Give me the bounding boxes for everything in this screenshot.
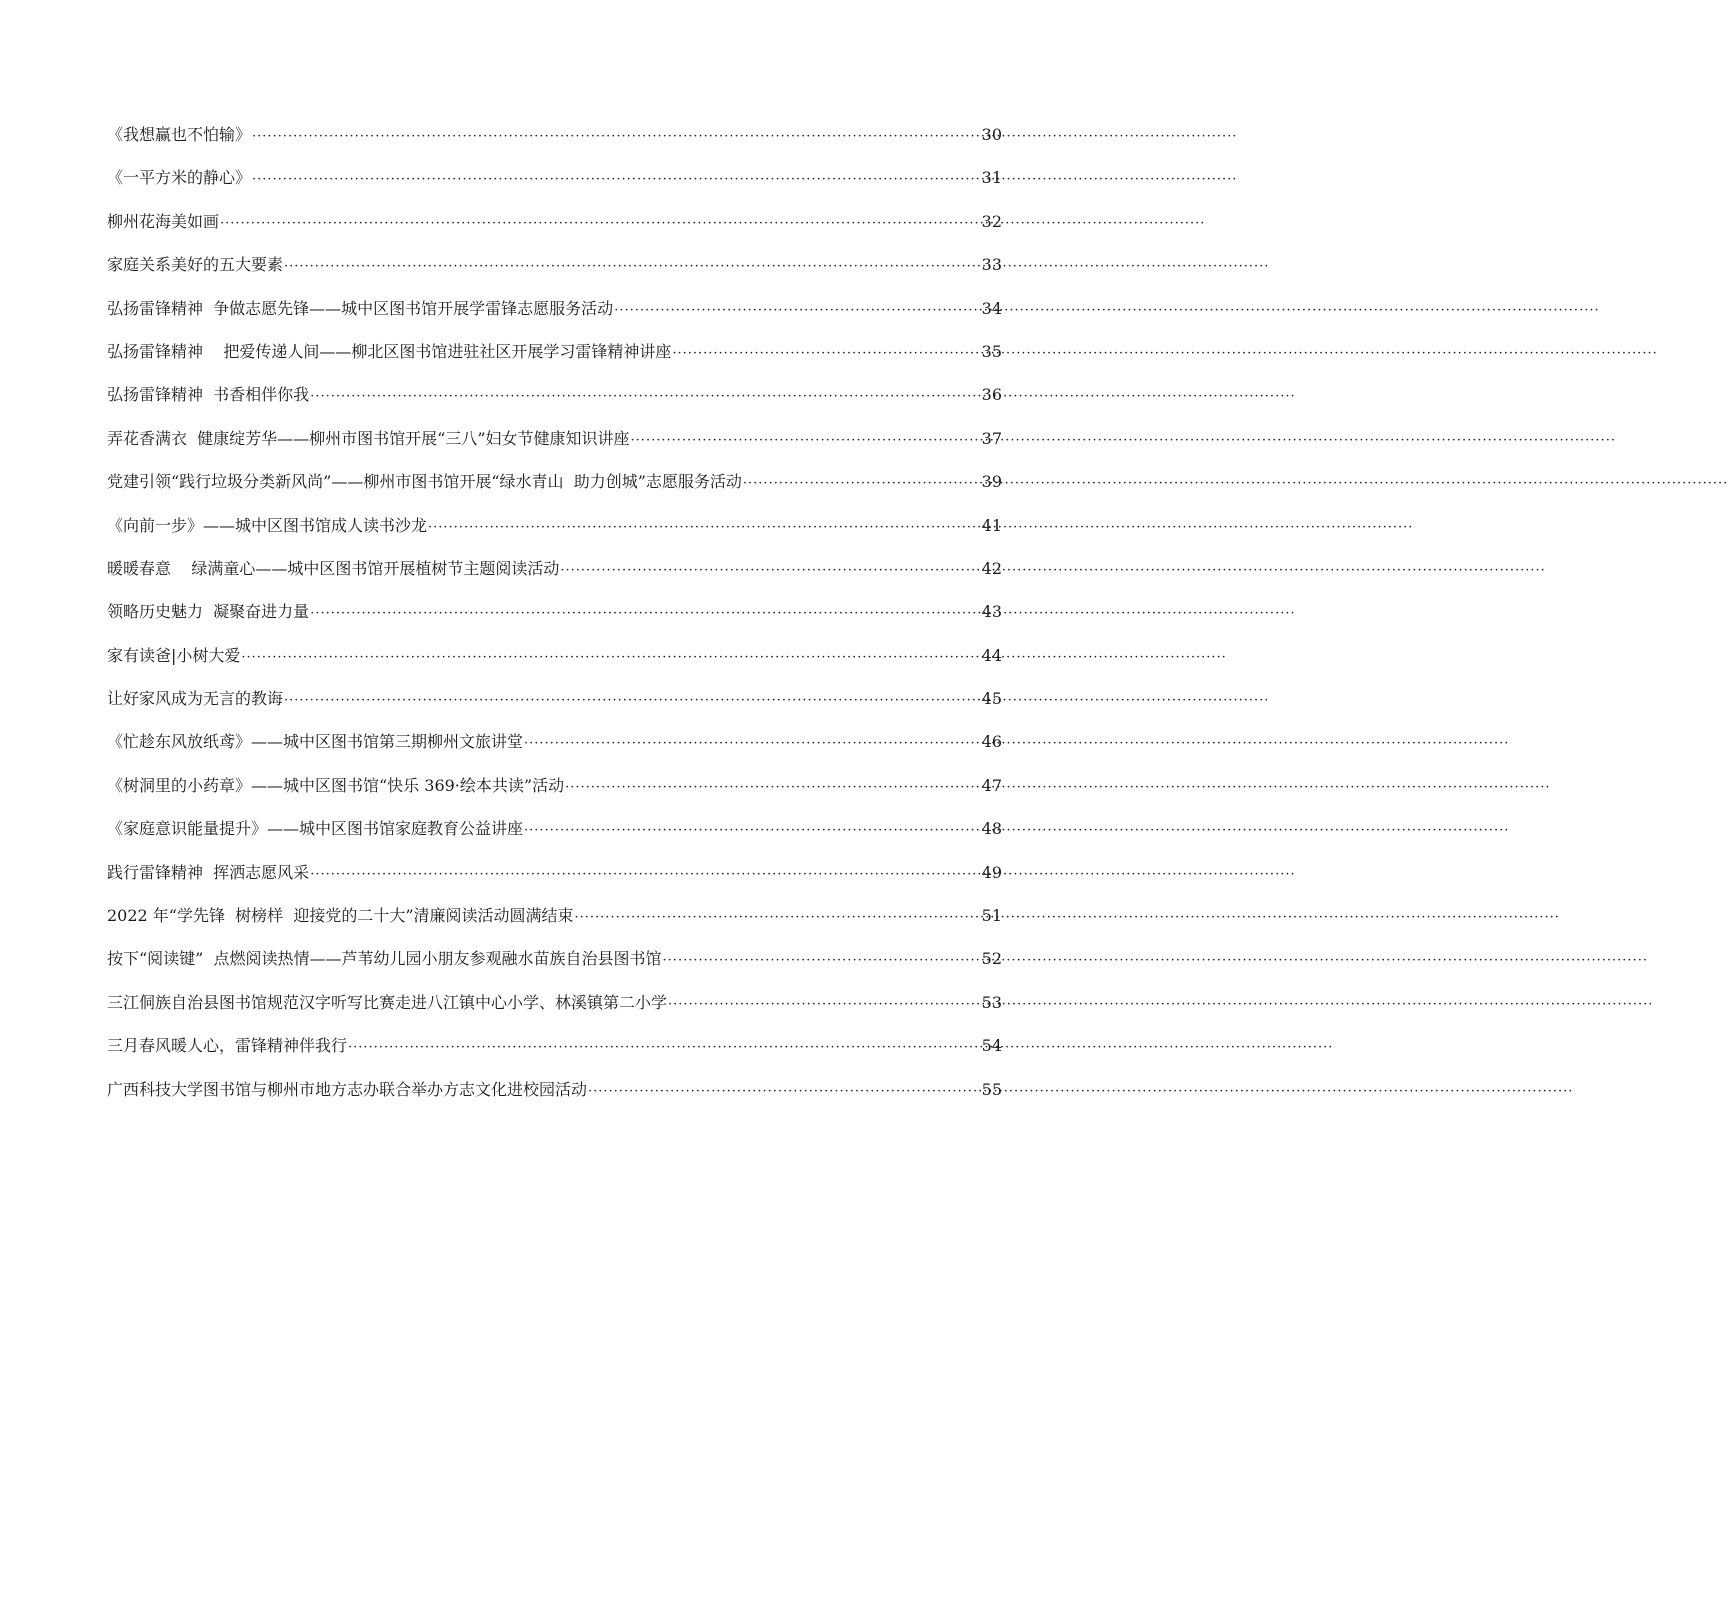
toc-entry xyxy=(107,1029,1002,1072)
toc-entry xyxy=(107,248,1002,291)
toc-dot-leader xyxy=(614,294,979,328)
toc-dot-leader xyxy=(310,858,979,892)
toc-dot-leader xyxy=(631,424,979,458)
toc-entry-title: 弄花香满衣 健康绽芳华——柳州市图书馆开展“三八”妇女节健康知识讲座 xyxy=(107,428,630,448)
toc-entry-page-number: 55 xyxy=(981,1079,1002,1099)
toc-entry-page-number: 30 xyxy=(981,125,1002,144)
toc-dot-leader xyxy=(284,250,979,284)
toc-entry xyxy=(107,639,1002,682)
toc-entry-page-number: 52 xyxy=(981,949,1002,969)
toc-entry xyxy=(107,509,1002,552)
toc-entry xyxy=(107,1073,1002,1116)
toc-entry-page-number: 33 xyxy=(981,255,1002,275)
toc-entry-page-number: 37 xyxy=(981,428,1002,448)
toc-entry-title: 领略历史魅力 凝聚奋进力量 xyxy=(107,602,310,622)
toc-entry-page-number: 36 xyxy=(981,385,1002,405)
toc-entry-page-number: 32 xyxy=(981,211,1002,231)
toc-entry-page-number: 49 xyxy=(981,862,1002,882)
toc-entry xyxy=(107,986,1002,1029)
toc-entry-page-number: 31 xyxy=(981,168,1002,188)
toc-entry xyxy=(107,118,1002,161)
toc-entry-page-number: 35 xyxy=(981,341,1002,361)
toc-entry-page-number: 44 xyxy=(981,645,1002,665)
toc-entry-title: 弘扬雷锋精神 争做志愿先锋——城中区图书馆开展学雷锋志愿服务活动 xyxy=(107,298,614,318)
toc-dot-leader xyxy=(743,467,979,501)
toc-dot-leader xyxy=(668,988,979,1022)
toc-entry-page-number: 45 xyxy=(981,689,1002,709)
toc-entry-title: 2022 年“学先锋 树榜样 迎接党的二十大”清廉阅读活动圆满结束 xyxy=(107,906,574,926)
toc-entry-page-number: 46 xyxy=(981,732,1002,752)
toc-dot-leader xyxy=(428,511,979,545)
toc-entry xyxy=(107,422,1002,465)
toc-entry xyxy=(107,595,1002,638)
toc-dot-leader xyxy=(672,337,979,371)
toc-entry-page-number: 54 xyxy=(981,1036,1002,1056)
toc-entry-page-number: 48 xyxy=(981,819,1002,839)
toc-entry-title: 《我想赢也不怕输》 xyxy=(107,125,252,144)
toc-dot-leader xyxy=(524,814,979,848)
toc-entry xyxy=(107,812,1002,855)
toc-entry xyxy=(107,205,1002,248)
toc-dot-leader xyxy=(284,684,979,718)
toc-entry-title: 广西科技大学图书馆与柳州市地方志办联合举办方志文化进校园活动 xyxy=(107,1079,588,1099)
toc-dot-leader xyxy=(348,1031,979,1065)
toc-entry xyxy=(107,769,1002,812)
toc-dot-leader xyxy=(560,554,979,588)
toc-entry-title: 柳州花海美如画 xyxy=(107,211,220,231)
toc-dot-leader xyxy=(310,380,979,414)
toc-entry-page-number: 34 xyxy=(981,298,1002,318)
toc-entry xyxy=(107,552,1002,595)
toc-entry xyxy=(107,856,1002,899)
toc-entry-title: 家有读爸|小树大爱 xyxy=(107,645,241,665)
toc-entry-title: 让好家风成为无言的教诲 xyxy=(107,689,284,709)
toc-entry-title: 《忙趁东风放纸鸢》——城中区图书馆第三期柳州文旅讲堂 xyxy=(107,732,524,752)
toc-dot-leader xyxy=(588,1075,979,1109)
toc-entry xyxy=(107,942,1002,985)
toc-entry-title: 《一平方米的静心》 xyxy=(107,168,252,188)
toc-entry xyxy=(107,378,1002,421)
toc-entry xyxy=(107,682,1002,725)
toc-dot-leader xyxy=(252,120,979,154)
toc-dot-leader xyxy=(252,163,979,197)
toc-dot-leader xyxy=(220,207,979,241)
toc-entry-title: 《家庭意识能量提升》——城中区图书馆家庭教育公益讲座 xyxy=(107,819,524,839)
toc-entry-title: 三江侗族自治县图书馆规范汉字听写比赛走进八江镇中心小学、林溪镇第二小学 xyxy=(107,992,668,1012)
toc-dot-leader xyxy=(310,597,979,631)
toc-entry-page-number: 41 xyxy=(981,515,1002,535)
table-of-contents xyxy=(107,118,1002,1116)
toc-entry xyxy=(107,725,1002,768)
toc-dot-leader xyxy=(663,944,979,978)
toc-entry-page-number: 51 xyxy=(981,906,1002,926)
toc-entry xyxy=(107,292,1002,335)
toc-dot-leader xyxy=(575,901,979,935)
toc-entry-page-number: 47 xyxy=(981,775,1002,795)
toc-entry-title: 践行雷锋精神 挥洒志愿风采 xyxy=(107,862,310,882)
toc-entry-title: 弘扬雷锋精神 书香相伴你我 xyxy=(107,385,310,405)
toc-entry xyxy=(107,161,1002,204)
toc-dot-leader xyxy=(241,641,979,675)
toc-entry-title: 《向前一步》——城中区图书馆成人读书沙龙 xyxy=(107,515,428,535)
toc-entry-title: 《树洞里的小药章》——城中区图书馆“快乐 369·绘本共读”活动 xyxy=(107,775,565,795)
toc-entry-title: 暖暖春意 绿满童心——城中区图书馆开展植树节主题阅读活动 xyxy=(107,558,560,578)
toc-entry-page-number: 39 xyxy=(981,472,1002,492)
toc-entry-title: 家庭关系美好的五大要素 xyxy=(107,255,284,275)
toc-dot-leader xyxy=(565,771,979,805)
toc-dot-leader xyxy=(524,727,979,761)
toc-entry xyxy=(107,335,1002,378)
toc-entry xyxy=(107,899,1002,942)
toc-entry xyxy=(107,465,1002,508)
toc-entry-title: 党建引领“践行垃圾分类新风尚”——柳州市图书馆开展“绿水青山 助力创城”志愿服务活动 xyxy=(107,472,742,492)
toc-entry-title: 按下“阅读键” 点燃阅读热情——芦苇幼儿园小朋友参观融水苗族自治县图书馆 xyxy=(107,949,662,969)
toc-entry-page-number: 43 xyxy=(981,602,1002,622)
toc-entry-title: 三月春风暖人心，雷锋精神伴我行 xyxy=(107,1036,348,1056)
toc-entry-title: 弘扬雷锋精神 把爱传递人间——柳北区图书馆进驻社区开展学习雷锋精神讲座 xyxy=(107,341,672,361)
toc-entry-page-number: 53 xyxy=(981,992,1002,1012)
toc-entry-page-number: 42 xyxy=(981,558,1002,578)
